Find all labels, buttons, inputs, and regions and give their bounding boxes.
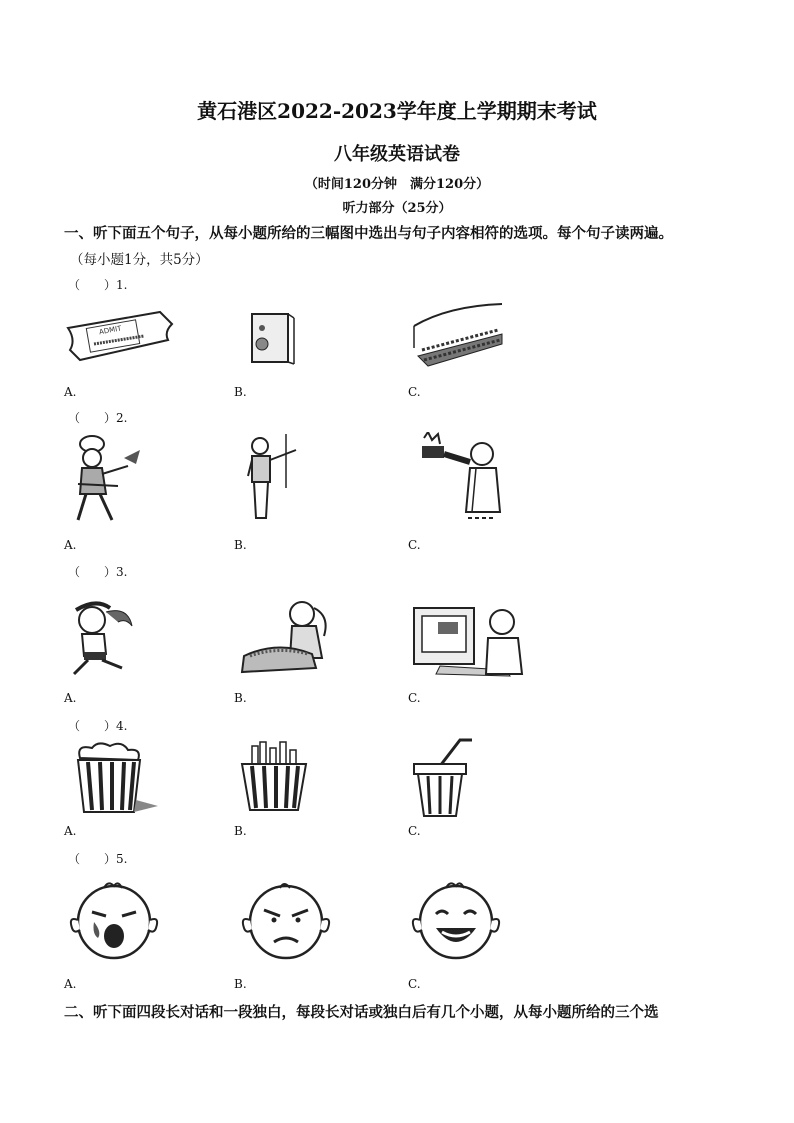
speaker-icon (246, 310, 296, 366)
option-b: B. (234, 385, 247, 399)
angry-face-icon (236, 876, 336, 962)
option-a: A. (64, 385, 77, 399)
question-label: （ ）4. (68, 719, 128, 733)
option-c: C. (408, 824, 421, 838)
option-a: A. (64, 538, 77, 552)
option-a: A. (64, 824, 77, 838)
option-c: C. (408, 385, 421, 399)
running-girl-icon (66, 596, 146, 678)
option-a: A. (64, 977, 77, 991)
option-b: B. (234, 691, 247, 705)
chef-icon (66, 432, 150, 524)
computer-user-icon (410, 604, 526, 678)
question-label: （ ）1. (68, 278, 128, 292)
cooking-girl-icon (238, 596, 346, 676)
theater-seats-icon (408, 300, 508, 368)
fries-icon (240, 740, 310, 812)
option-b: B. (234, 538, 247, 552)
laughing-face-icon (406, 876, 506, 962)
section1-scoring: （每小题1分，共5分） (70, 252, 209, 268)
section1-instruction: 一、听下面五个句子，从每小题所给的三幅图中选出与句子内容相符的选项。每个句子读两遍。 (64, 225, 673, 242)
exam-title: 黄石港区2022-2023学年度上学期期末考试 (197, 99, 597, 123)
section2-instruction: 二、听下面四段长对话和一段独白，每段长对话或独白后有几个小题，从每小题所给的三个选 (64, 1004, 659, 1021)
question-label: （ ）5. (68, 852, 128, 866)
question-label: （ ）3. (68, 565, 128, 579)
option-c: C. (408, 538, 421, 552)
exam-subtitle: 八年级英语试卷 (334, 144, 460, 165)
teacher-icon (240, 432, 304, 522)
svg-text:ADMIT: ADMIT (98, 324, 123, 337)
time-info: （时间120分钟 满分120分） (304, 177, 490, 192)
option-c: C. (408, 977, 421, 991)
popcorn-icon (70, 740, 160, 816)
option-a: A. (64, 691, 77, 705)
ticket-icon (64, 310, 174, 362)
option-b: B. (234, 977, 247, 991)
part-heading: 听力部分（25分） (342, 201, 452, 216)
magician-icon (408, 432, 508, 526)
question-label: （ ）2. (68, 411, 128, 425)
option-c: C. (408, 691, 421, 705)
crying-face-icon (64, 876, 164, 962)
option-b: B. (234, 824, 247, 838)
drink-cup-icon (410, 736, 476, 818)
